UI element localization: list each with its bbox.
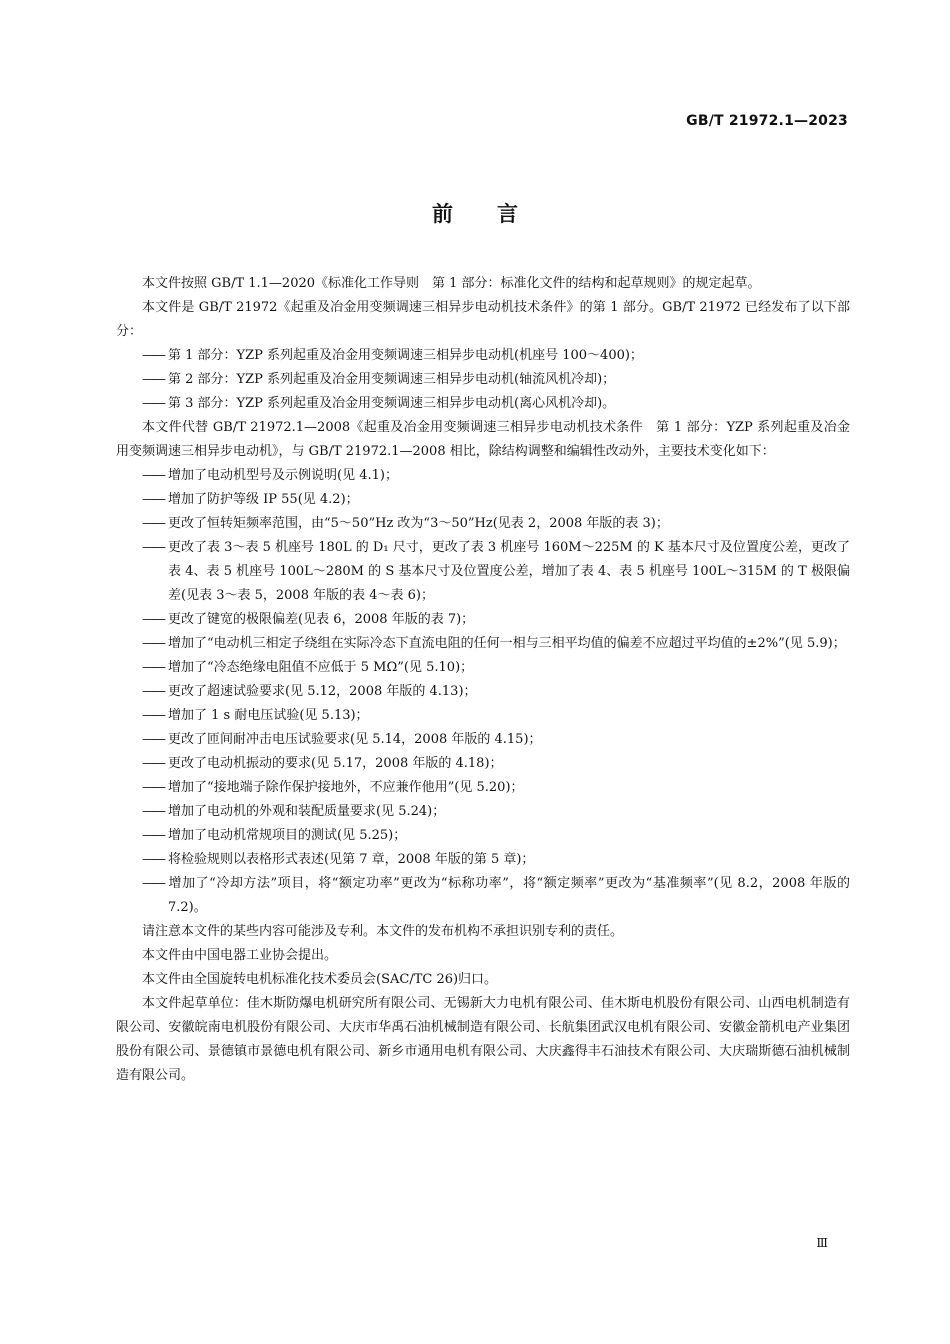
change-item — [116, 632, 850, 656]
dash-mark: —— — [142, 804, 164, 819]
dash-mark: —— — [142, 780, 164, 795]
replace-paragraph: 本文件代替 GB/T 21972.1—2008《起重及冶金用变频调速三相异步电动机技术条件 第 1 部分：YZP 系列起重及冶金用变频调速三相异步电动机》，与 GB/T 21972.1—2008 相比，除结构调整和编辑性改动外，主要技术变化如下： — [116, 420, 850, 459]
dash-mark: —— — [142, 828, 164, 843]
change-text: 增加了“冷态绝缘电阻值不应低于 5 MΩ”(见 5.10)； — [168, 660, 474, 675]
dash-mark: —— — [142, 540, 164, 555]
dash-mark: —— — [142, 684, 164, 699]
part-item — [116, 368, 850, 392]
change-item — [116, 512, 850, 536]
change-item — [116, 776, 850, 800]
dash-mark: —— — [142, 396, 164, 411]
dash-mark: —— — [142, 708, 164, 723]
change-item — [116, 800, 850, 824]
change-item — [116, 848, 850, 872]
change-item — [116, 656, 850, 680]
dash-mark: —— — [142, 732, 164, 747]
part-text: 第 2 部分：YZP 系列起重及冶金用变频调速三相异步电动机(轴流风机冷却)； — [168, 372, 616, 387]
change-text: 更改了超速试验要求(见 5.12，2008 年版的 4.13)； — [168, 684, 477, 699]
change-text: 增加了防护等级 IP 55(见 4.2)； — [168, 492, 359, 507]
proposer-statement: 本文件由中国电器工业协会提出。 — [142, 948, 338, 963]
dash-mark: —— — [142, 372, 164, 387]
dash-mark: —— — [142, 660, 164, 675]
change-item — [116, 536, 850, 608]
change-item — [116, 608, 850, 632]
dash-mark: —— — [142, 468, 164, 483]
part-text: 第 1 部分：YZP 系列起重及冶金用变频调速三相异步电动机(机座号 100～400)； — [168, 348, 643, 363]
change-text: 增加了“冷却方法”项目，将“额定功率”更改为“标称功率”，将“额定频率”更改为“基准频率”(见 8.2，2008 年版的 7.2)。 — [168, 876, 850, 915]
drafting-units: 本文件起草单位：佳木斯防爆电机研究所有限公司、无锡新大力电机有限公司、佳木斯电机股份有限公司、山西电机制造有限公司、安徽皖南电机股份有限公司、大庆市华禹石油机械制造有限公司、长航集团武汉电机有限公司、安徽金箭机电产业集团股份有限公司、景德镇市景德电机有限公司、新乡市通用电机有限公司、大庆鑫得丰石油技术有限公司、大庆瑞斯德石油机械制造有限公司。 — [116, 996, 850, 1083]
change-text: 增加了电动机常规项目的测试(见 5.25)； — [168, 828, 407, 843]
change-item — [116, 704, 850, 728]
change-text: 增加了电动机的外观和装配质量要求(见 5.24)； — [168, 804, 446, 819]
patent-notice: 请注意本文件的某些内容可能涉及专利。本文件的发布机构不承担识别专利的责任。 — [142, 924, 624, 939]
change-text: 增加了“接地端子除作保护接地外，不应兼作他用”(见 5.20)； — [168, 780, 524, 795]
change-text: 更改了表 3～表 5 机座号 180L 的 D₁ 尺寸，更改了表 3 机座号 160M～225M 的 K 基本尺寸及位置度公差，更改了表 4、表 5 机座号 100L～280M 的 S 基本尺寸及位置度公差，增加了表 4、表 5 机座号 100L～315M 的 T 极限偏差(见表 3～表 5，2008 年版的表 4～表 6)； — [168, 540, 850, 603]
part-item — [116, 344, 850, 368]
change-item — [116, 728, 850, 752]
change-item — [116, 752, 850, 776]
dash-mark: —— — [142, 516, 164, 531]
change-item — [116, 464, 850, 488]
change-item — [116, 872, 850, 920]
foreword-body — [116, 272, 850, 1088]
dash-mark: —— — [142, 756, 164, 771]
page-number: Ⅲ — [816, 1236, 828, 1250]
part-item — [116, 392, 850, 416]
committee-statement: 本文件由全国旋转电机标准化技术委员会(SAC/TC 26)归口。 — [142, 972, 498, 987]
change-text: 更改了电动机振动的要求(见 5.17，2008 年版的 4.18)； — [168, 756, 503, 771]
dash-mark: —— — [142, 492, 164, 507]
change-text: 更改了恒转矩频率范围，由“5～50”Hz 改为“3～50”Hz(见表 2，2008 年版的表 3)； — [168, 516, 669, 531]
change-text: 增加了“电动机三相定子绕组在实际冷态下直流电阻的任何一相与三相平均值的偏差不应超过平均值的±2%”(见 5.9)； — [168, 636, 846, 651]
dash-mark: —— — [142, 876, 164, 891]
dash-mark: —— — [142, 612, 164, 627]
change-text: 将检验规则以表格形式表述(见第 7 章，2008 年版的第 5 章)； — [168, 852, 535, 867]
page-title: 前言 — [432, 202, 562, 226]
change-text: 增加了 1 s 耐电压试验(见 5.13)； — [168, 708, 369, 723]
dash-mark: —— — [142, 636, 164, 651]
document-code: GB/T 21972.1—2023 — [686, 113, 848, 129]
change-item — [116, 824, 850, 848]
change-text: 更改了匝间耐冲击电压试验要求(见 5.14，2008 年版的 4.15)； — [168, 732, 542, 747]
change-item — [116, 680, 850, 704]
intro-paragraph-1: 本文件按照 GB/T 1.1—2020《标准化工作导则 第 1 部分：标准化文件的结构和起草规则》的规定起草。 — [142, 276, 761, 291]
change-item — [116, 488, 850, 512]
change-text: 增加了电动机型号及示例说明(见 4.1)； — [168, 468, 398, 483]
dash-mark: —— — [142, 852, 164, 867]
dash-mark: —— — [142, 348, 164, 363]
change-text: 更改了键宽的极限偏差(见表 6，2008 年版的表 7)； — [168, 612, 475, 627]
intro-paragraph-2: 本文件是 GB/T 21972《起重及冶金用变频调速三相异步电动机技术条件》的第 1 部分。GB/T 21972 已经发布了以下部分： — [116, 300, 850, 339]
part-text: 第 3 部分：YZP 系列起重及冶金用变频调速三相异步电动机(离心风机冷却)。 — [168, 396, 616, 411]
